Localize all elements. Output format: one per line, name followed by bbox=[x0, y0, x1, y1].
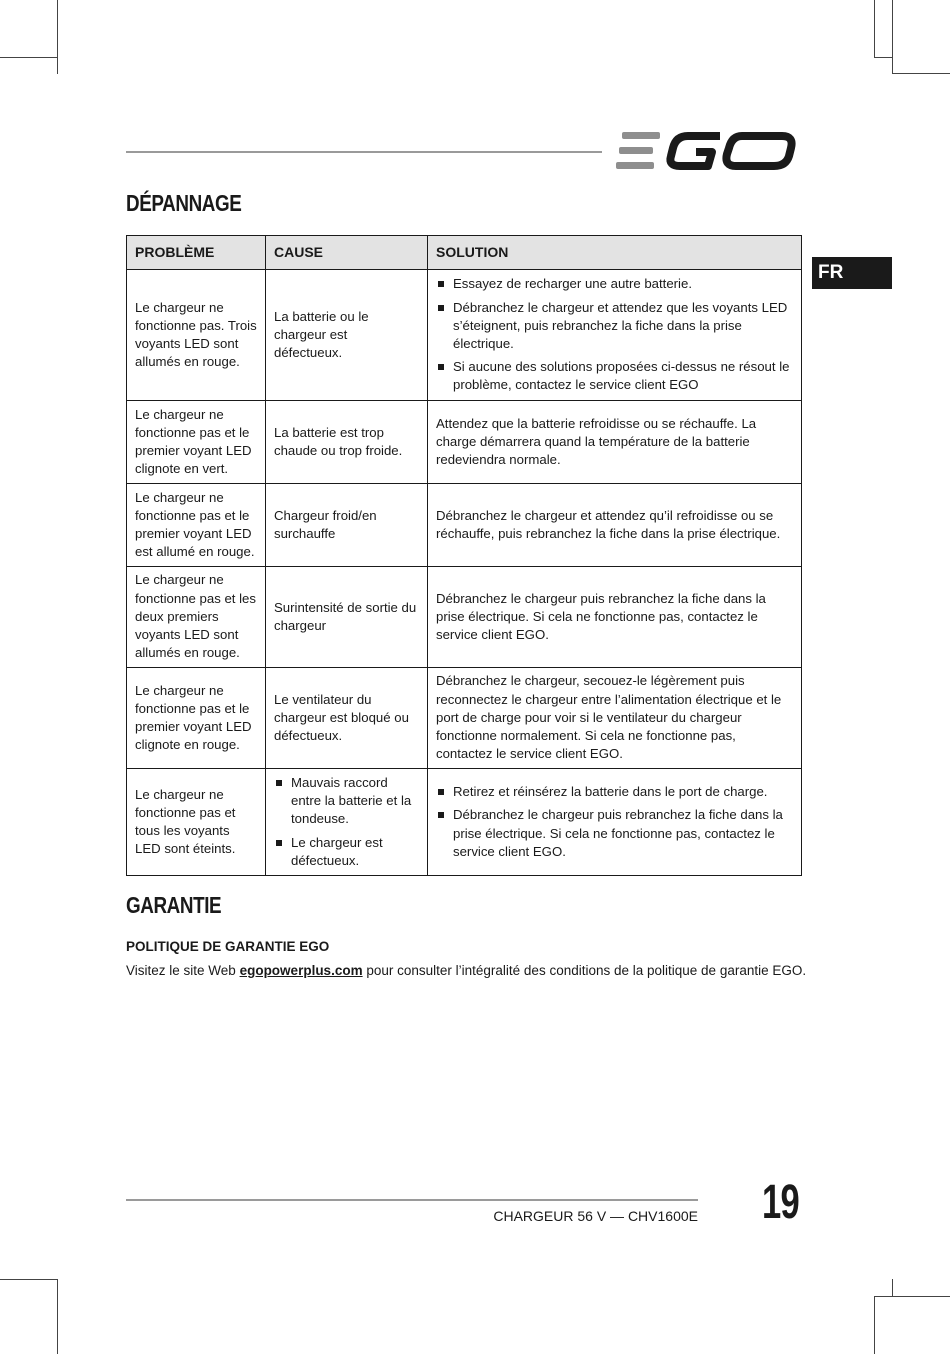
solution-cell bbox=[428, 769, 802, 876]
cause-cell: Chargeur froid/en surchauffe bbox=[266, 484, 428, 567]
crop-mark bbox=[874, 1296, 950, 1297]
table-row bbox=[127, 668, 802, 769]
cause-cell: Le ventilateur du chargeur est bloqué ou défectueux. bbox=[266, 668, 428, 769]
table-row bbox=[127, 484, 802, 567]
problem-cell: Le chargeur ne fonctionne pas et le premier voyant LED clignote en rouge. bbox=[127, 668, 266, 769]
solution-cell bbox=[428, 270, 802, 401]
troubleshooting-table bbox=[126, 235, 802, 876]
crop-mark bbox=[874, 0, 875, 58]
header-rule bbox=[126, 151, 602, 153]
crop-mark bbox=[57, 0, 58, 74]
warranty-policy-text bbox=[126, 963, 806, 978]
solution-bullet: Débranchez le chargeur puis rebranchez la fiche dans la prise électrique. Si cela ne fonctionne pas, contactez le service client EGO. bbox=[436, 806, 793, 861]
problem-cell: Le chargeur ne fonctionne pas et le premier voyant LED clignote en vert. bbox=[127, 401, 266, 484]
header-problem: PROBLÈME bbox=[127, 236, 266, 270]
footer-product-name: CHARGEUR 56 V — CHV1600E bbox=[493, 1208, 698, 1224]
solution-bullet: Retirez et réinsérez la batterie dans le port de charge. bbox=[436, 783, 793, 801]
warranty-title: GARANTIE bbox=[126, 892, 222, 918]
cause-cell bbox=[266, 769, 428, 876]
cause-bullet: Mauvais raccord entre la batterie et la tondeuse. bbox=[274, 774, 419, 829]
troubleshooting-title: DÉPANNAGE bbox=[126, 190, 242, 216]
table-row bbox=[127, 567, 802, 668]
table-row bbox=[127, 270, 802, 401]
table-row bbox=[127, 401, 802, 484]
solution-bullet: Essayez de recharger une autre batterie. bbox=[436, 275, 793, 293]
crop-mark bbox=[0, 1279, 58, 1280]
solution-bullet: Si aucune des solutions proposées ci-dessus ne résout le problème, contactez le service client EGO bbox=[436, 358, 793, 394]
cause-cell: La batterie ou le chargeur est défectueux. bbox=[266, 270, 428, 401]
page-number: 19 bbox=[762, 1176, 800, 1229]
policy-text-before: Visitez le site Web bbox=[126, 963, 240, 978]
solution-bullet: Débranchez le chargeur et attendez que les voyants LED s’éteignent, puis rebranchez la fiche dans la prise électrique. bbox=[436, 299, 793, 354]
crop-mark bbox=[874, 57, 892, 58]
problem-cell: Le chargeur ne fonctionne pas et les deux premiers voyants LED sont allumés en rouge. bbox=[127, 567, 266, 668]
cause-cell: Surintensité de sortie du chargeur bbox=[266, 567, 428, 668]
warranty-policy-heading: POLITIQUE DE GARANTIE EGO bbox=[126, 939, 330, 954]
problem-cell: Le chargeur ne fonctionne pas et le premier voyant LED est allumé en rouge. bbox=[127, 484, 266, 567]
table-row bbox=[127, 769, 802, 876]
problem-cell: Le chargeur ne fonctionne pas. Trois voyants LED sont allumés en rouge. bbox=[127, 270, 266, 401]
policy-text-after: pour consulter l’intégralité des conditions de la politique de garantie EGO. bbox=[362, 963, 807, 978]
solution-cell: Débranchez le chargeur et attendez qu’il refroidisse ou se réchauffe, puis rebranchez la fiche dans la prise électrique. bbox=[428, 484, 802, 567]
header-cause: CAUSE bbox=[266, 236, 428, 270]
warranty-website-link[interactable]: egopowerplus.com bbox=[239, 963, 363, 978]
table-header-row bbox=[127, 236, 802, 270]
crop-mark bbox=[874, 1296, 875, 1354]
problem-cell: Le chargeur ne fonctionne pas et tous les voyants LED sont éteints. bbox=[127, 769, 266, 876]
language-tab: FR bbox=[812, 257, 892, 289]
cause-cell: La batterie est trop chaude ou trop froide. bbox=[266, 401, 428, 484]
cause-bullet: Le chargeur est défectueux. bbox=[274, 834, 419, 870]
solution-cell: Débranchez le chargeur, secouez-le légèrement puis reconnectez le chargeur entre l’alimentation électrique et le port de charge pour voir si le ventilateur du chargeur fonctionne normalement. Si cela ne fonctionne pas, contactez le service client EGO. bbox=[428, 668, 802, 769]
header-solution: SOLUTION bbox=[428, 236, 802, 270]
solution-cell: Débranchez le chargeur puis rebranchez la fiche dans la prise électrique. Si cela ne fonctionne pas, contactez le service client EGO. bbox=[428, 567, 802, 668]
crop-mark bbox=[892, 73, 950, 74]
footer-rule bbox=[126, 1199, 698, 1201]
ego-logo bbox=[616, 128, 800, 174]
crop-mark bbox=[57, 1279, 58, 1354]
crop-mark bbox=[892, 1279, 893, 1297]
crop-mark bbox=[892, 0, 893, 74]
solution-cell: Attendez que la batterie refroidisse ou se réchauffe. La charge démarrera quand la température de la batterie redeviendra normale. bbox=[428, 401, 802, 484]
crop-mark bbox=[0, 57, 58, 58]
